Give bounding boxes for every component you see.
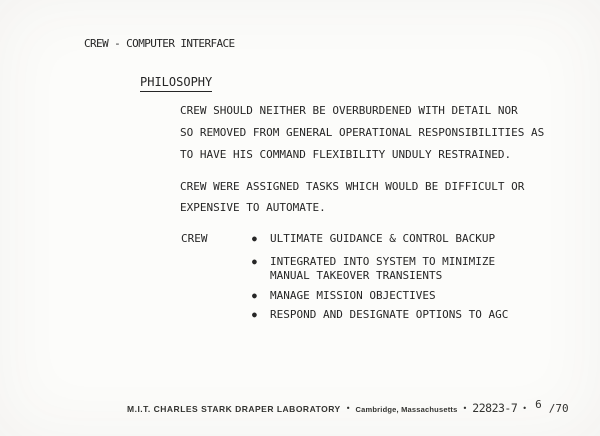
bullet-icon: ● xyxy=(252,234,257,243)
paragraph-line: CREW WERE ASSIGNED TASKS WHICH WOULD BE DIFFICULT OR xyxy=(180,180,525,193)
list-item xyxy=(252,232,508,246)
bullet-icon: ● xyxy=(252,291,257,300)
separator-dot-icon: • xyxy=(462,404,468,413)
paragraph-line: TO HAVE HIS COMMAND FLEXIBILITY UNDULY RESTRAINED. xyxy=(180,148,512,161)
paragraph-line: CREW SHOULD NEITHER BE OVERBURDENED WITH DETAIL NOR xyxy=(180,104,518,117)
bullet-text xyxy=(270,308,508,322)
crew-label: CREW xyxy=(181,232,208,245)
section-heading-philosophy: PHILOSOPHY xyxy=(140,75,212,92)
bullet-line: MANAGE MISSION OBJECTIVES xyxy=(270,289,436,302)
bullet-line: MANUAL TAKEOVER TRANSIENTS xyxy=(270,269,443,282)
document-title: CREW - COMPUTER INTERFACE xyxy=(84,37,235,50)
footer-page-number: 6 xyxy=(535,398,542,411)
philosophy-paragraph-2 xyxy=(180,176,524,218)
bullet-text xyxy=(270,232,495,246)
bullet-text xyxy=(270,289,436,303)
bullet-icon: ● xyxy=(252,257,257,266)
separator-dot-icon: • xyxy=(522,404,528,413)
list-item xyxy=(252,289,508,303)
footer-lab-name: M.I.T. CHARLES STARK DRAPER LABORATORY xyxy=(127,404,341,414)
bullet-line: INTEGRATED INTO SYSTEM TO MINIMIZE xyxy=(270,255,496,268)
list-item xyxy=(252,255,508,283)
footer-page-total: /70 xyxy=(548,402,569,415)
footer-location: Cambridge, Massachusetts xyxy=(355,405,458,414)
bullet-line: ULTIMATE GUIDANCE & CONTROL BACKUP xyxy=(270,232,496,245)
paragraph-line: EXPENSIVE TO AUTOMATE. xyxy=(180,201,326,214)
crew-section xyxy=(181,232,508,331)
bullet-text xyxy=(270,255,495,283)
bullet-line: RESPOND AND DESIGNATE OPTIONS TO AGC xyxy=(270,308,509,321)
bullet-icon: ● xyxy=(252,310,257,319)
paragraph-line: SO REMOVED FROM GENERAL OPERATIONAL RESPONSIBILITIES AS xyxy=(180,126,545,139)
philosophy-paragraph-1 xyxy=(180,100,544,166)
footer-document-number: 22823-7 xyxy=(472,401,518,415)
separator-dot-icon: • xyxy=(345,404,351,413)
footer xyxy=(127,398,569,415)
crew-bullet-list xyxy=(252,232,508,331)
list-item xyxy=(252,308,508,322)
